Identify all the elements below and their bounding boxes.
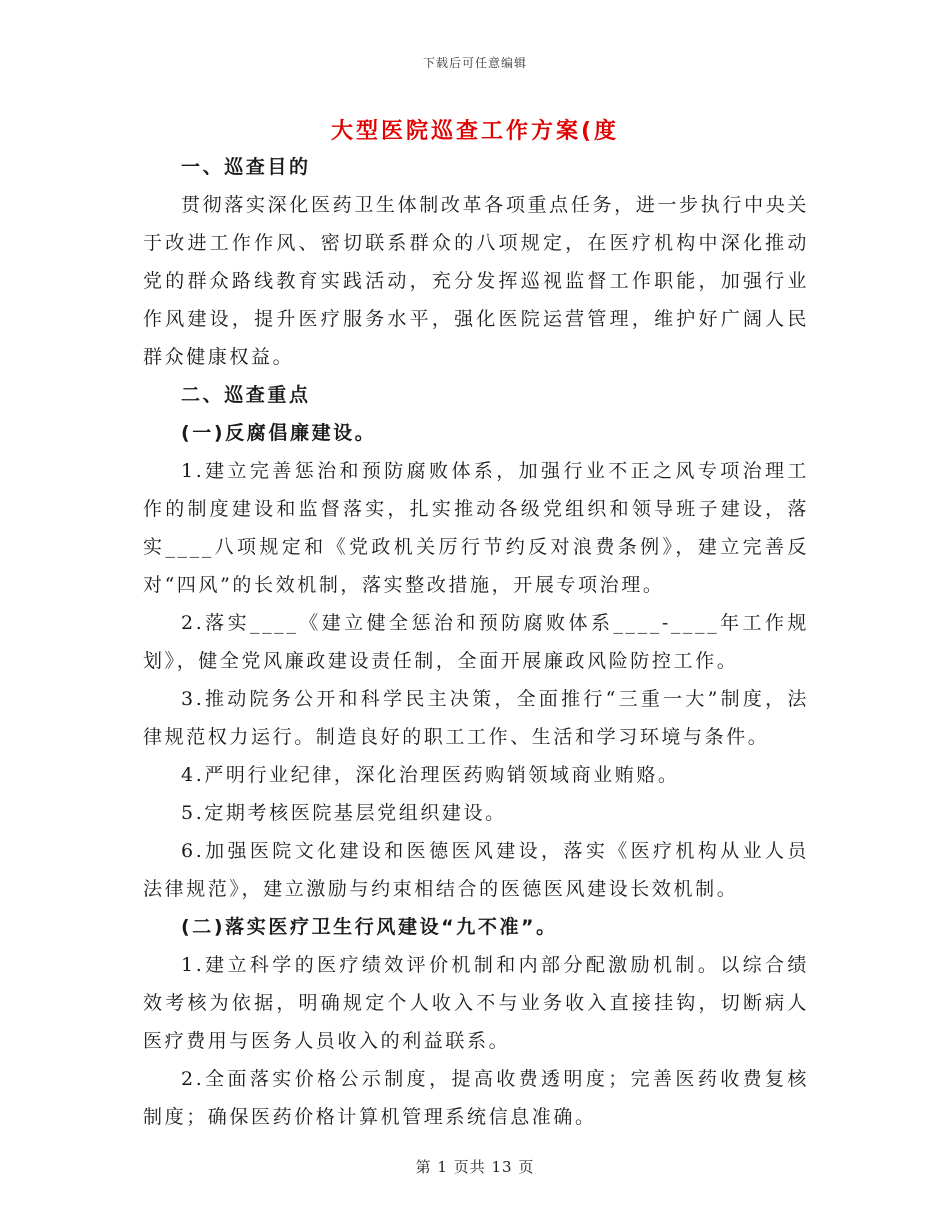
list-item: 2.全面落实价格公示制度，提高收费透明度；完善医药收费复核制度；确保医药价格计算机管理系统信息准确。 — [143, 1068, 809, 1128]
list-item: 2.落实____《建立健全惩治和预防腐败体系____-____年工作规划》，健全党风廉政建设责任制，全面开展廉政风险防控工作。 — [143, 612, 809, 672]
list-item: 4.严明行业纪律，深化治理医药购销领域商业贿赂。 — [181, 764, 680, 786]
list-item: 1.建立科学的医疗绩效评价机制和内部分配激励机制。以综合绩效考核为依据，明确规定个人收入不与业务收入直接挂钩，切断病人医疗费用与医务人员收入的利益联系。 — [143, 954, 809, 1052]
document-body — [143, 148, 809, 1136]
list-item: 5.定期考核医院基层党组织建设。 — [181, 802, 507, 824]
section-heading-purpose: 一、巡查目的 — [181, 156, 311, 178]
page-header: 下载后可任意编辑 — [422, 56, 527, 70]
list-item: 1.建立完善惩治和预防腐败体系，加强行业不正之风专项治理工作的制度建设和监督落实，扎实推动各级党组织和领导班子建设，落实____八项规定和《党政机关厉行节约反对浪费条例》，建立完善反对“四风”的长效机制，落实整改措施，开展专项治理。 — [143, 460, 809, 596]
subsection-heading-nine-prohibitions: (二)落实医疗卫生行风建设“九不准”。 — [181, 916, 558, 938]
page-footer: 第 1 页共 13 页 — [415, 1158, 535, 1176]
list-item: 3.推动院务公开和科学民主决策，全面推行“三重一大”制度，法律规范权力运行。制造良好的职工工作、生活和学习环境与条件。 — [143, 688, 809, 748]
paragraph-purpose: 贯彻落实深化医药卫生体制改革各项重点任务，进一步执行中央关于改进工作作风、密切联系群众的八项规定，在医疗机构中深化推动党的群众路线教育实践活动，充分发挥巡视监督工作职能，加强行业作风建设，提升医疗服务水平，强化医院运营管理，维护好广阔人民群众健康权益。 — [143, 194, 809, 368]
subsection-heading-anticorruption: (一)反腐倡廉建设。 — [181, 422, 377, 444]
document-title: 大型医院巡查工作方案(度 — [330, 119, 620, 144]
list-item: 6.加强医院文化建设和医德医风建设，落实《医疗机构从业人员法律规范》，建立激励与约束相结合的医德医风建设长效机制。 — [143, 840, 809, 900]
section-heading-focus: 二、巡查重点 — [181, 384, 311, 406]
